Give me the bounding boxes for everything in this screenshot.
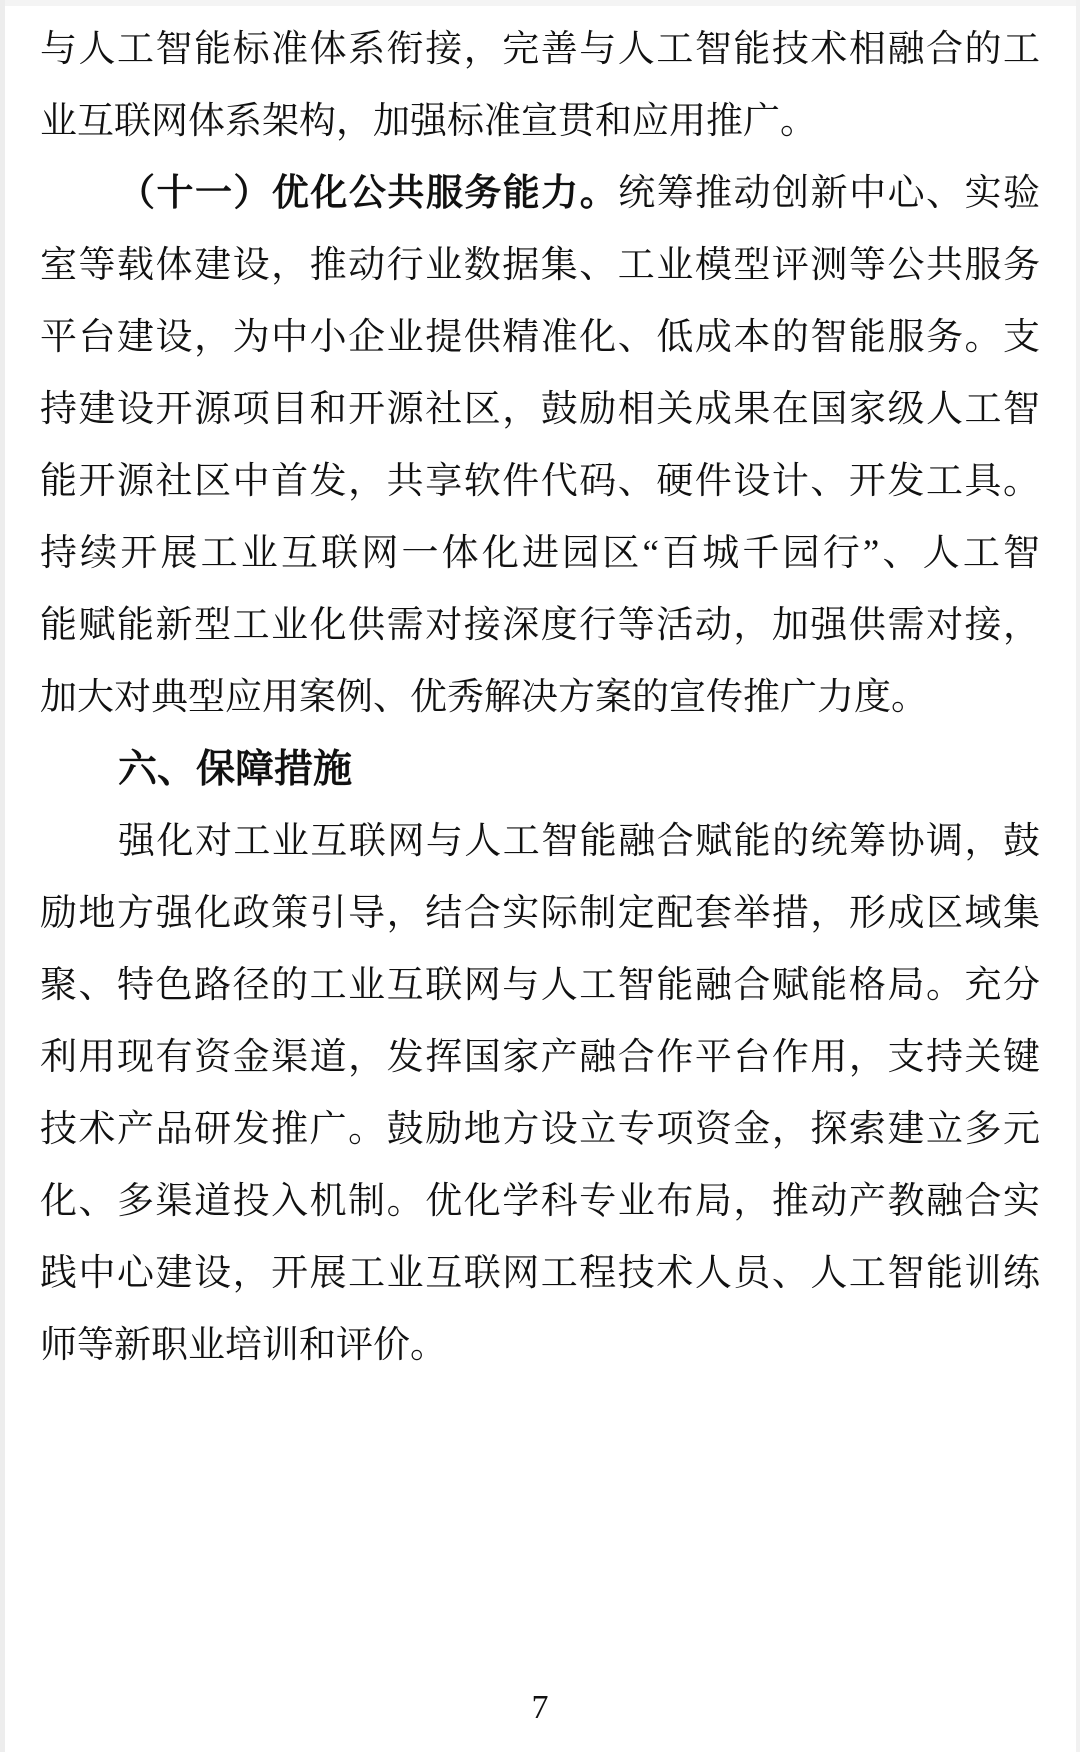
body-line: 化、多渠道投入机制。优化学科专业布局，推动产教融合实 [40, 1181, 1040, 1222]
page-number: 7 [531, 1689, 549, 1726]
body-line: 践中心建设，开展工业互联网工程技术人员、人工智能训练 [40, 1253, 1040, 1294]
body-line: 强化对工业互联网与人工智能融合赋能的统筹协调，鼓 [118, 821, 1040, 862]
body-line [40, 158, 1040, 230]
body-line: 与人工智能标准体系衔接，完善与人工智能技术相融合的工 [40, 29, 1040, 70]
document-content [40, 14, 1040, 1382]
body-line: 持建设开源项目和开源社区，鼓励相关成果在国家级人工智 [40, 389, 1040, 430]
body-line: 师等新职业培训和评价。 [40, 1325, 447, 1366]
body-line: 平台建设，为中小企业提供精准化、低成本的智能服务。支 [40, 317, 1040, 358]
body-line: 能开源社区中首发，共享软件代码、硬件设计、开发工具。 [40, 461, 1040, 502]
body-line: 能赋能新型工业化供需对接深度行等活动，加强供需对接， [40, 605, 1040, 646]
body-line: 持续开展工业互联网一体化进园区“百城千园行”、人工智 [40, 533, 1040, 574]
section-heading-11: （十一）优化公共服务能力。 [118, 173, 619, 214]
body-line: 利用现有资金渠道，发挥国家产融合作平台作用，支持关键 [40, 1037, 1040, 1078]
body-line: 励地方强化政策引导，结合实际制定配套举措，形成区域集 [40, 893, 1040, 934]
body-line: 技术产品研发推广。鼓励地方设立专项资金，探索建立多元 [40, 1109, 1040, 1150]
body-line: 聚、特色路径的工业互联网与人工智能融合赋能格局。充分 [40, 965, 1040, 1006]
page-edge-top [0, 0, 1080, 6]
page-edge-left [0, 0, 5, 1752]
page-edge-right [1076, 0, 1080, 1752]
body-text: 统筹推动创新中心、实验 [618, 173, 1040, 214]
chapter-heading-6: 六、保障措施 [118, 748, 353, 791]
body-line: 业互联网体系架构，加强标准宣贯和应用推广。 [40, 101, 817, 142]
body-line: 室等载体建设，推动行业数据集、工业模型评测等公共服务 [40, 245, 1040, 286]
body-line: 加大对典型应用案例、优秀解决方案的宣传推广力度。 [40, 677, 928, 718]
